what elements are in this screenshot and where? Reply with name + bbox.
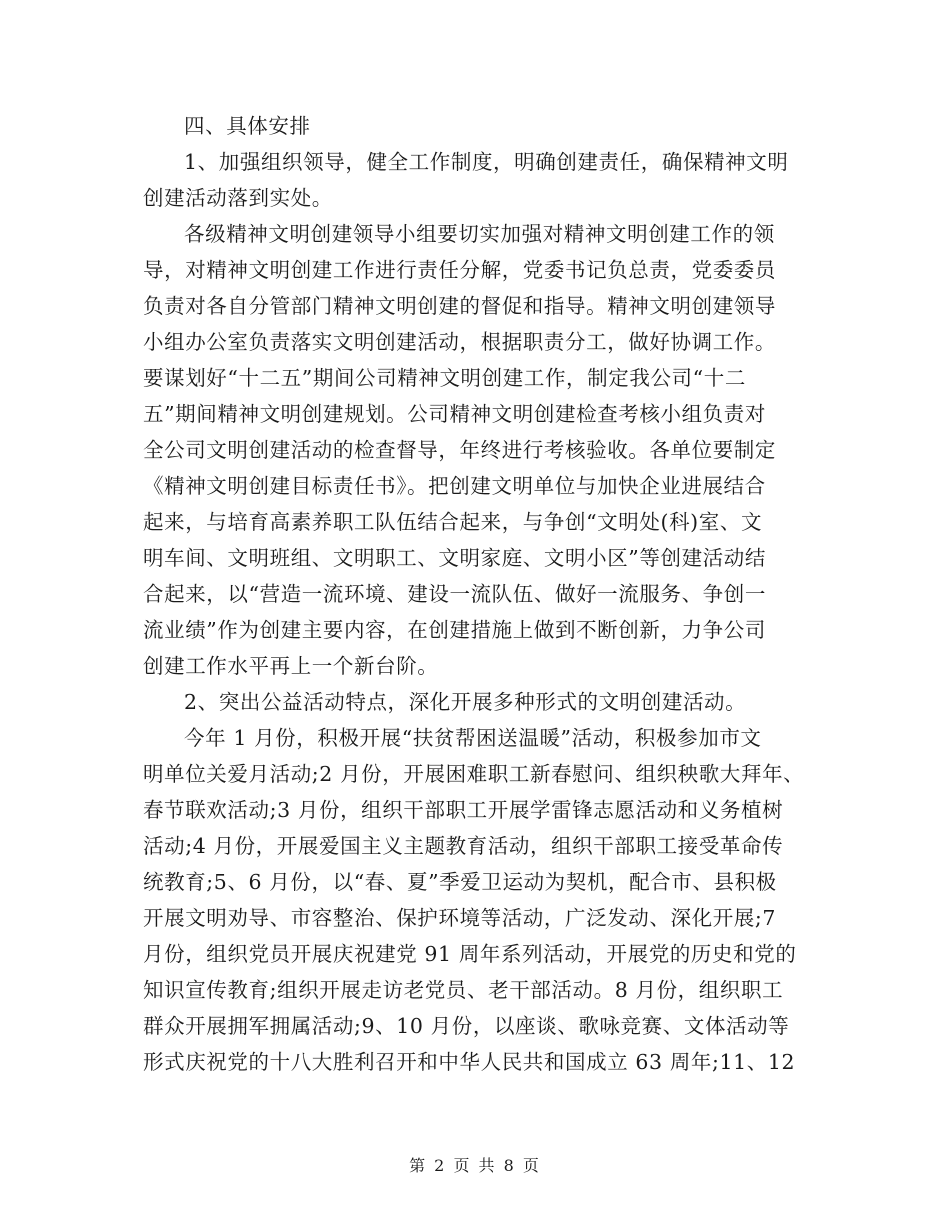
- text-line: 统教育;5、6 月份，以“春、夏”季爱卫运动为契机，配合市、县积极: [143, 870, 777, 894]
- body-paragraph-1: [143, 216, 798, 684]
- text-line: 形式庆祝党的十八大胜利召开和中华人民共和国成立 63 周年;11、12: [143, 1050, 796, 1074]
- text-line: 四、具体安排: [184, 114, 311, 138]
- text-line: 起来，与培育高素养职工队伍结合起来，与争创“文明处(科)室、文: [143, 510, 763, 534]
- text-line: 群众开展拥军拥属活动;9、10 月份，以座谈、歌咏竞赛、文体活动等: [143, 1014, 790, 1038]
- text-line: 开展文明劝导、市容整治、保护环境等活动，广泛发动、深化开展;7: [143, 906, 777, 930]
- text-line: 导，对精神文明创建工作进行责任分解，党委书记负总责，党委委员: [143, 258, 776, 282]
- text-line: 明车间、文明班组、文明职工、文明家庭、文明小区”等创建活动结: [143, 546, 766, 570]
- text-line: 要谋划好“十二五”期间公司精神文明创建工作，制定我公司“十二: [143, 366, 746, 390]
- text-line: 1、加强组织领导，健全工作制度，明确创建责任，确保精神文明: [184, 150, 789, 174]
- body-paragraph-2: [143, 720, 805, 1080]
- subsection-heading-2: [143, 684, 798, 720]
- text-line: 小组办公室负责落实文明创建活动，根据职责分工，做好协调工作。: [143, 330, 776, 354]
- text-line: 春节联欢活动;3 月份，组织干部职工开展学雷锋志愿活动和义务植树: [143, 798, 784, 822]
- text-line: 流业绩”作为创建主要内容，在创建措施上做到不断创新，力争公司: [143, 618, 766, 642]
- text-line: 合起来，以“营造一流环境、建设一流队伍、做好一流服务、争创一: [143, 582, 766, 606]
- text-line: 知识宣传教育;组织开展走访老党员、老干部活动。8 月份，组织职工: [143, 978, 784, 1002]
- section-heading: [143, 108, 798, 144]
- page-number-footer: 第 2 页 共 8 页: [409, 1156, 541, 1175]
- text-line: 活动;4 月份，开展爱国主义主题教育活动，组织干部职工接受革命传: [143, 834, 784, 858]
- text-line: 负责对各自分管部门精神文明创建的督促和指导。精神文明创建领导: [143, 294, 776, 318]
- text-line: 明单位关爱月活动;2 月份，开展困难职工新春慰问、组织秧歌大拜年、: [143, 762, 805, 786]
- text-line: 五”期间精神文明创建规划。公司精神文明创建检查考核小组负责对: [143, 402, 766, 426]
- text-line: 各级精神文明创建领导小组要切实加强对精神文明创建工作的领: [184, 222, 775, 246]
- text-line: 创建工作水平再上一个新台阶。: [143, 654, 439, 678]
- text-line: 2、突出公益活动特点，深化开展多种形式的文明创建活动。: [184, 690, 747, 714]
- text-line: 全公司文明创建活动的检查督导，年终进行考核验收。各单位要制定: [143, 438, 776, 462]
- document-body: [143, 108, 805, 1080]
- text-line: 今年 1 月份，积极开展“扶贫帮困送温暖”活动，积极参加市文: [184, 726, 762, 750]
- text-line: 月份，组织党员开展庆祝建党 91 周年系列活动，开展党的历史和党的: [143, 942, 797, 966]
- subsection-heading-1: [143, 144, 798, 216]
- text-line: 《精神文明创建目标责任书》。把创建文明单位与加快企业进展结合: [143, 474, 766, 498]
- text-line: 创建活动落到实处。: [143, 186, 333, 210]
